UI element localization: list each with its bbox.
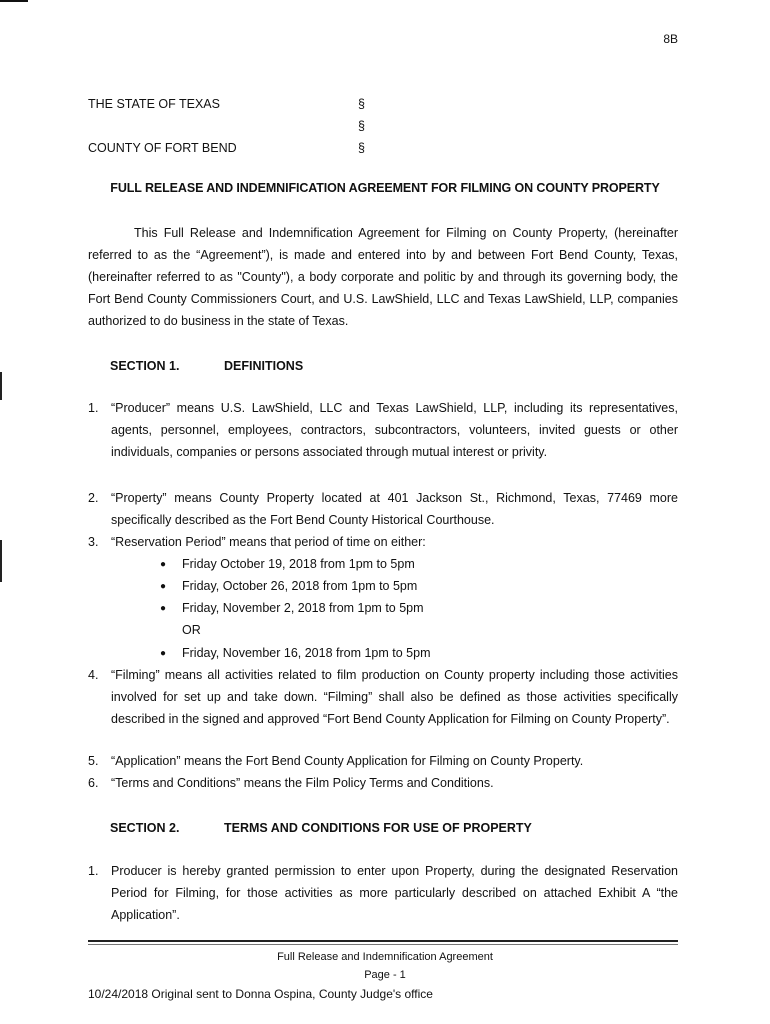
definition-item [88,531,678,553]
intro-paragraph [88,222,678,332]
reservation-date [160,553,415,576]
reservation-date [160,575,417,598]
definition-item [88,750,678,772]
section-mark: § [358,119,365,133]
item-text: “Terms and Conditions” means the Film Policy Terms and Conditions. [111,776,494,790]
item-number: 1. [88,401,99,415]
item-number: 6. [88,776,99,790]
definition-item [88,397,678,463]
section-mark: § [358,141,365,155]
item-number: 2. [88,491,99,505]
item-text: “Producer” means U.S. LawShield, LLC and Texas LawShield, LLP, including its representatives, agents, personnel, employees, contractors, subcontractors, volunteers, invited guests or other individuals, companies or persons associated through mutual interest or privity. [111,401,678,459]
terms-item [88,860,678,926]
bullet-icon: ● [160,559,167,570]
definition-item [88,487,678,531]
item-text: “Property” means County Property located at 401 Jackson St., Richmond, Texas, 77469 more specifically described as the Fort Bend County Historical Courthouse. [111,491,678,527]
scan-edge-mark [0,540,2,582]
item-text: “Application” means the Fort Bend County Application for Filming on County Property. [111,754,584,768]
section-1-heading: DEFINITIONS [224,359,304,373]
footer-divider [88,940,678,942]
footer-divider [88,944,678,945]
or-separator: OR [182,623,201,637]
bullet-icon: ● [160,603,167,614]
bullet-icon: ● [160,581,167,592]
date-text: Friday, November 16, 2018 from 1pm to 5pm [182,646,431,660]
item-number: 4. [88,668,99,682]
date-text: Friday, October 26, 2018 from 1pm to 5pm [182,579,418,593]
footer-page-number: Page - 1 [364,969,406,981]
scan-edge-mark [0,0,28,2]
reservation-date [160,642,431,665]
reservation-date [160,597,424,620]
footer-title: Full Release and Indemnification Agreement [277,951,493,963]
item-number: 5. [88,754,99,768]
date-text: Friday, November 2, 2018 from 1pm to 5pm [182,601,424,615]
date-text: Friday October 19, 2018 from 1pm to 5pm [182,557,415,571]
item-text: “Filming” means all activities related to film production on County property including those activities involved for set up and take down. “Filming” shall also be defined as those activities specifically described in the signed and approved “Fort Bend County Application for Filming on County Property”. [111,668,678,726]
definition-item [88,772,678,794]
page-id: 8B [663,32,678,46]
item-text: “Reservation Period” means that period of time on either: [111,535,426,549]
definition-item [88,664,678,730]
caption-state: THE STATE OF TEXAS [88,97,220,111]
bullet-icon: ● [160,648,167,659]
section-mark: § [358,97,365,111]
section-1-number: SECTION 1. [110,359,180,373]
scan-edge-mark [0,372,2,400]
item-text: Producer is hereby granted permission to enter upon Property, during the designated Reservation Period for Filming, for those activities as more particularly described on attached Exhibit A “the Application”. [111,864,678,922]
footer-note: 10/24/2018 Original sent to Donna Ospina, County Judge's office [88,987,433,1001]
item-number: 1. [88,864,99,878]
caption-county: COUNTY OF FORT BEND [88,141,237,155]
section-2-number: SECTION 2. [110,821,180,835]
section-2-heading: TERMS AND CONDITIONS FOR USE OF PROPERTY [224,821,532,835]
intro-text: This Full Release and Indemnification Agreement for Filming on County Property, (hereinafter referred to as the “Agreement”), is made and entered into by and between Fort Bend County, Texas, (hereinafter referred to as "County"), a body corporate and politic by and through its governing body, the Fort Bend County Commissioners Court, and U.S. LawShield, LLC and Texas LawShield, LLP, companies authorized to do business in the state of Texas. [88,226,678,328]
document-title: FULL RELEASE AND INDEMNIFICATION AGREEMENT FOR FILMING ON COUNTY PROPERTY [110,181,660,195]
item-number: 3. [88,535,99,549]
